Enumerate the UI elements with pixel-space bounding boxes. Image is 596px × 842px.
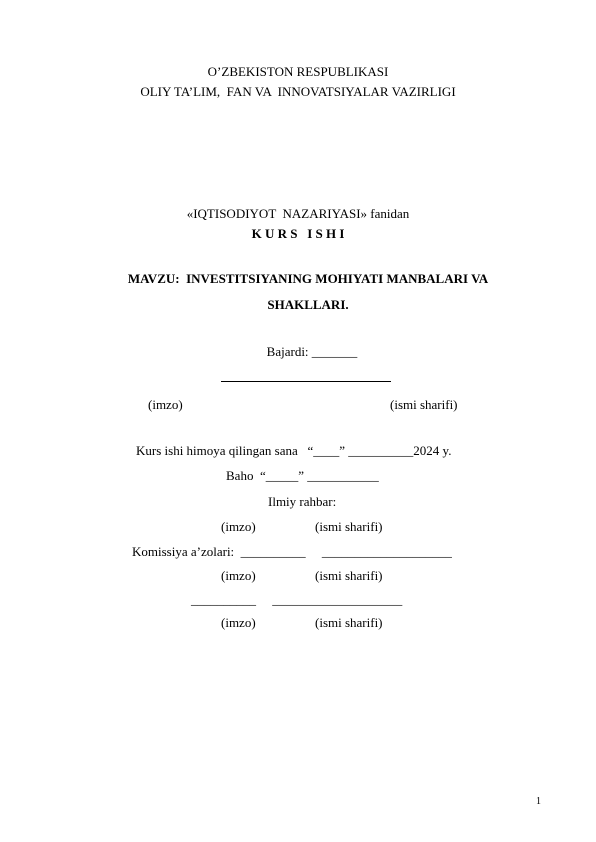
page-number: 1 xyxy=(536,796,541,807)
commission-signature-caption-1: (imzo) xyxy=(221,568,256,583)
commission-name-caption-1: (ismi sharifi) xyxy=(315,568,383,583)
student-signature-caption: (imzo) xyxy=(148,397,183,412)
commission-name-caption-2: (ismi sharifi) xyxy=(315,615,383,630)
subject-line: «IQTISODIYOT NAZARIYASI» fanidan xyxy=(186,206,410,221)
defense-date-line: Kurs ishi himoya qilingan sana “____” __________2024 y. xyxy=(136,443,452,458)
topic-line-2: SHAKLLARI. xyxy=(267,297,349,312)
topic-line-1: MAVZU: INVESTITSIYANING MOHIYATI MANBALARI VA xyxy=(127,271,489,286)
commission-signature-caption-2: (imzo) xyxy=(221,615,256,630)
grade-line: Baho “_____” ___________ xyxy=(226,468,379,483)
work-type: K U R S I S H I xyxy=(251,226,345,241)
done-by-line: Bajardi: _______ xyxy=(266,344,358,359)
advisor-label: Ilmiy rahbar: xyxy=(268,494,337,509)
ministry-name: OLIY TA’LIM, FAN VA INNOVATSIYALAR VAZIRLIGI xyxy=(140,84,456,99)
student-name-caption: (ismi sharifi) xyxy=(390,397,458,412)
signature-line xyxy=(221,381,391,382)
advisor-name-caption: (ismi sharifi) xyxy=(315,519,383,534)
commission-blanks-2: __________ ____________________ xyxy=(191,592,403,607)
advisor-signature-caption: (imzo) xyxy=(221,519,256,534)
commission-label: Komissiya a’zolari: __________ ____________________ xyxy=(132,544,452,559)
ministry-country: O’ZBEKISTON RESPUBLIKASI xyxy=(207,64,389,79)
